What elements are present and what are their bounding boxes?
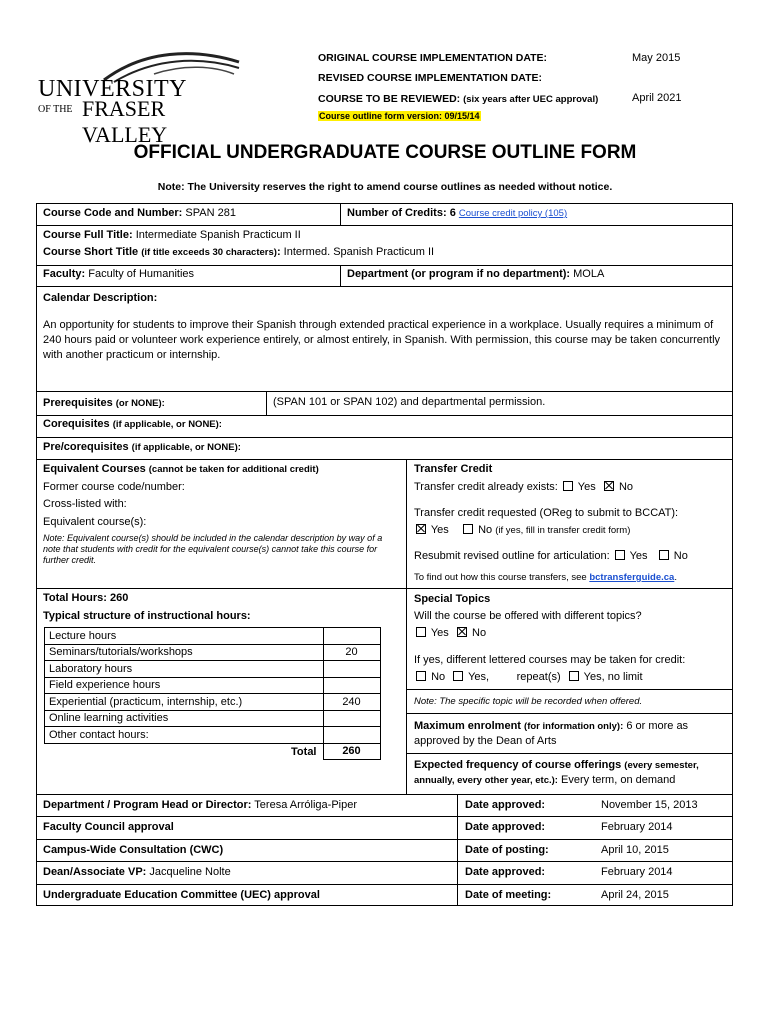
- precoreq-label: Pre/corequisites (if applicable, or NONE):: [43, 441, 241, 453]
- hours-row-value: [323, 677, 380, 694]
- equivalent-label: Equivalent Courses (cannot be taken for additional credit): [43, 463, 319, 475]
- bctransferguide-link[interactable]: bctransferguide.ca: [589, 572, 675, 583]
- original-date-label: ORIGINAL COURSE IMPLEMENTATION DATE:: [318, 52, 548, 64]
- resubmit-outline: Resubmit revised outline for articulation: Yes No: [414, 550, 688, 562]
- form-version: Course outline form version: 09/15/14: [319, 111, 480, 121]
- resubmit-yes-checkbox[interactable]: [615, 550, 625, 560]
- hours-row-label: Experiential (practicum, internship, etc.): [45, 694, 324, 711]
- transfer-requested-yes-checkbox[interactable]: [416, 524, 426, 534]
- approval-date-label: Date of meeting:: [465, 888, 552, 901]
- approval-label: Faculty Council approval: [43, 821, 174, 834]
- equivalent-courses: Equivalent course(s):: [43, 516, 147, 528]
- lettered-courses: If yes, different lettered courses may be taken for credit:: [414, 654, 686, 666]
- prereq-label: Prerequisites (or NONE):: [43, 397, 165, 409]
- hours-row-label: Field experience hours: [45, 677, 324, 694]
- logo-line2: FRASER VALLEY: [82, 96, 168, 147]
- calendar-description: An opportunity for students to improve their Spanish through extended practical experience in a workplace. Usually requires a minimum of 240 hours paid or volunteer work experience entirely, or almost entirely, in Spanish. With permission, this course may be taken concurrently with another practicum or internship.: [43, 319, 721, 361]
- logo-line1: UNIVERSITY: [38, 76, 187, 102]
- approval-date-label: Date approved:: [465, 866, 546, 879]
- hours-row-label: Online learning activities: [45, 710, 324, 727]
- credits: Number of Credits: 6 Course credit policy (105): [347, 207, 568, 219]
- hours-row-value: 240: [323, 694, 380, 711]
- hours-row: [45, 677, 381, 694]
- typical-structure-label: Typical structure of instructional hours:: [43, 610, 251, 622]
- hours-total-label: Total: [291, 745, 317, 758]
- approval-date: February 2014: [601, 821, 673, 834]
- approval-date: February 2014: [601, 866, 673, 879]
- lettered-nolimit-checkbox[interactable]: [569, 671, 579, 681]
- hours-row: [45, 727, 381, 744]
- special-topics-question: Will the course be offered with different topics?: [414, 610, 642, 622]
- logo-of-the: OF THE: [38, 104, 73, 115]
- offering-frequency: Expected frequency of course offerings (every semester, annually, every other year, etc.): Every term, on demand: [414, 759, 699, 786]
- special-yes-checkbox[interactable]: [416, 627, 426, 637]
- special-topic-note: Note: The specific topic will be recorded when offered.: [414, 696, 643, 707]
- hours-total-value: 260: [323, 743, 380, 760]
- approval-date-label: Date of posting:: [465, 843, 549, 856]
- approval-label: Department / Program Head or Director: Teresa Arróliga-Piper: [43, 799, 358, 811]
- hours-table: [44, 627, 381, 760]
- lettered-no-checkbox[interactable]: [416, 671, 426, 681]
- hours-row-value: [323, 628, 380, 645]
- hours-row: [45, 661, 381, 678]
- university-logo: [34, 50, 244, 147]
- equivalent-note: Note: Equivalent course(s) should be included in the calendar description by way of a note that students with credit for the equivalent course(s) cannot take this course for further credit.: [43, 533, 383, 565]
- cross-listed: Cross-listed with:: [43, 498, 127, 510]
- hours-row-value: 20: [323, 644, 380, 661]
- calendar-label: Calendar Description:: [43, 292, 158, 304]
- review-label: [318, 93, 598, 105]
- revised-date-label: REVISED COURSE IMPLEMENTATION DATE:: [318, 72, 543, 84]
- transfer-exists: Transfer credit already exists: Yes No: [414, 481, 633, 493]
- review-label-text: COURSE TO BE REVIEWED:: [318, 93, 461, 105]
- transfer-requested-options: Yes No (if yes, fill in transfer credit form): [414, 524, 630, 536]
- approval-label: Campus-Wide Consultation (CWC): [43, 843, 224, 856]
- transfer-exists-no-checkbox[interactable]: [604, 481, 614, 491]
- transfer-requested-no-checkbox[interactable]: [463, 524, 473, 534]
- hours-row: [45, 628, 381, 645]
- hours-row-label: Seminars/tutorials/workshops: [45, 644, 324, 661]
- hours-row: [45, 694, 381, 711]
- original-date-value: May 2015: [632, 52, 681, 64]
- transfer-requested: Transfer credit requested (OReg to submit to BCCAT):: [414, 507, 679, 519]
- hours-row-label: Other contact hours:: [45, 727, 324, 744]
- total-hours: Total Hours: 260: [43, 592, 129, 604]
- review-value: April 2021: [632, 92, 682, 104]
- approval-date: April 10, 2015: [601, 843, 669, 856]
- faculty: Faculty: Faculty of Humanities: [43, 268, 195, 280]
- transfer-exists-yes-checkbox[interactable]: [563, 481, 573, 491]
- approval-date: April 24, 2015: [601, 888, 669, 901]
- short-title: Course Short Title (if title exceeds 30 characters): Intermed. Spanish Practicum II: [43, 246, 435, 258]
- hours-row: [45, 644, 381, 661]
- hours-total-row: [45, 743, 381, 760]
- approval-label: Dean/Associate VP: Jacqueline Nolte: [43, 866, 231, 879]
- lettered-options: No Yes, repeat(s) Yes, no limit: [414, 671, 643, 683]
- special-topics-options: Yes No: [414, 627, 486, 639]
- department: Department (or program if no department): MOLA: [347, 268, 605, 280]
- full-title: Course Full Title: Intermediate Spanish Practicum II: [43, 229, 301, 241]
- review-note: (six years after UEC approval): [463, 94, 599, 105]
- special-no-checkbox[interactable]: [457, 627, 467, 637]
- transfer-guide: To find out how this course transfers, see bctransferguide.ca.: [414, 572, 677, 583]
- approval-date-label: Date approved:: [465, 799, 546, 811]
- former-course: Former course code/number:: [43, 481, 185, 493]
- special-topics-label: Special Topics: [414, 593, 491, 605]
- hours-row: [45, 710, 381, 727]
- hours-row-value: [323, 661, 380, 678]
- amend-note: Note: The University reserves the right to amend course outlines as needed without notice.: [157, 181, 613, 193]
- credit-policy-link[interactable]: Course credit policy (105): [458, 208, 568, 219]
- approval-date: November 15, 2013: [601, 799, 698, 811]
- lettered-yes-checkbox[interactable]: [453, 671, 463, 681]
- hours-row-label: Laboratory hours: [45, 661, 324, 678]
- hours-row-value: [323, 710, 380, 727]
- coreq-label: Corequisites (if applicable, or NONE):: [43, 418, 222, 430]
- resubmit-no-checkbox[interactable]: [659, 550, 669, 560]
- prereq-value: (SPAN 101 or SPAN 102) and departmental permission.: [273, 396, 546, 408]
- hours-row-value: [323, 727, 380, 744]
- approval-date-label: Date approved:: [465, 821, 546, 834]
- course-code: Course Code and Number: SPAN 281: [43, 207, 236, 219]
- transfer-label: Transfer Credit: [414, 463, 493, 475]
- approval-label: Undergraduate Education Committee (UEC) approval: [43, 888, 320, 901]
- hours-row-label: Lecture hours: [45, 628, 324, 645]
- max-enrolment: Maximum enrolment (for information only): 6 or more as approved by the Dean of Arts: [414, 720, 689, 747]
- page-title: OFFICIAL UNDERGRADUATE COURSE OUTLINE FORM: [133, 142, 637, 163]
